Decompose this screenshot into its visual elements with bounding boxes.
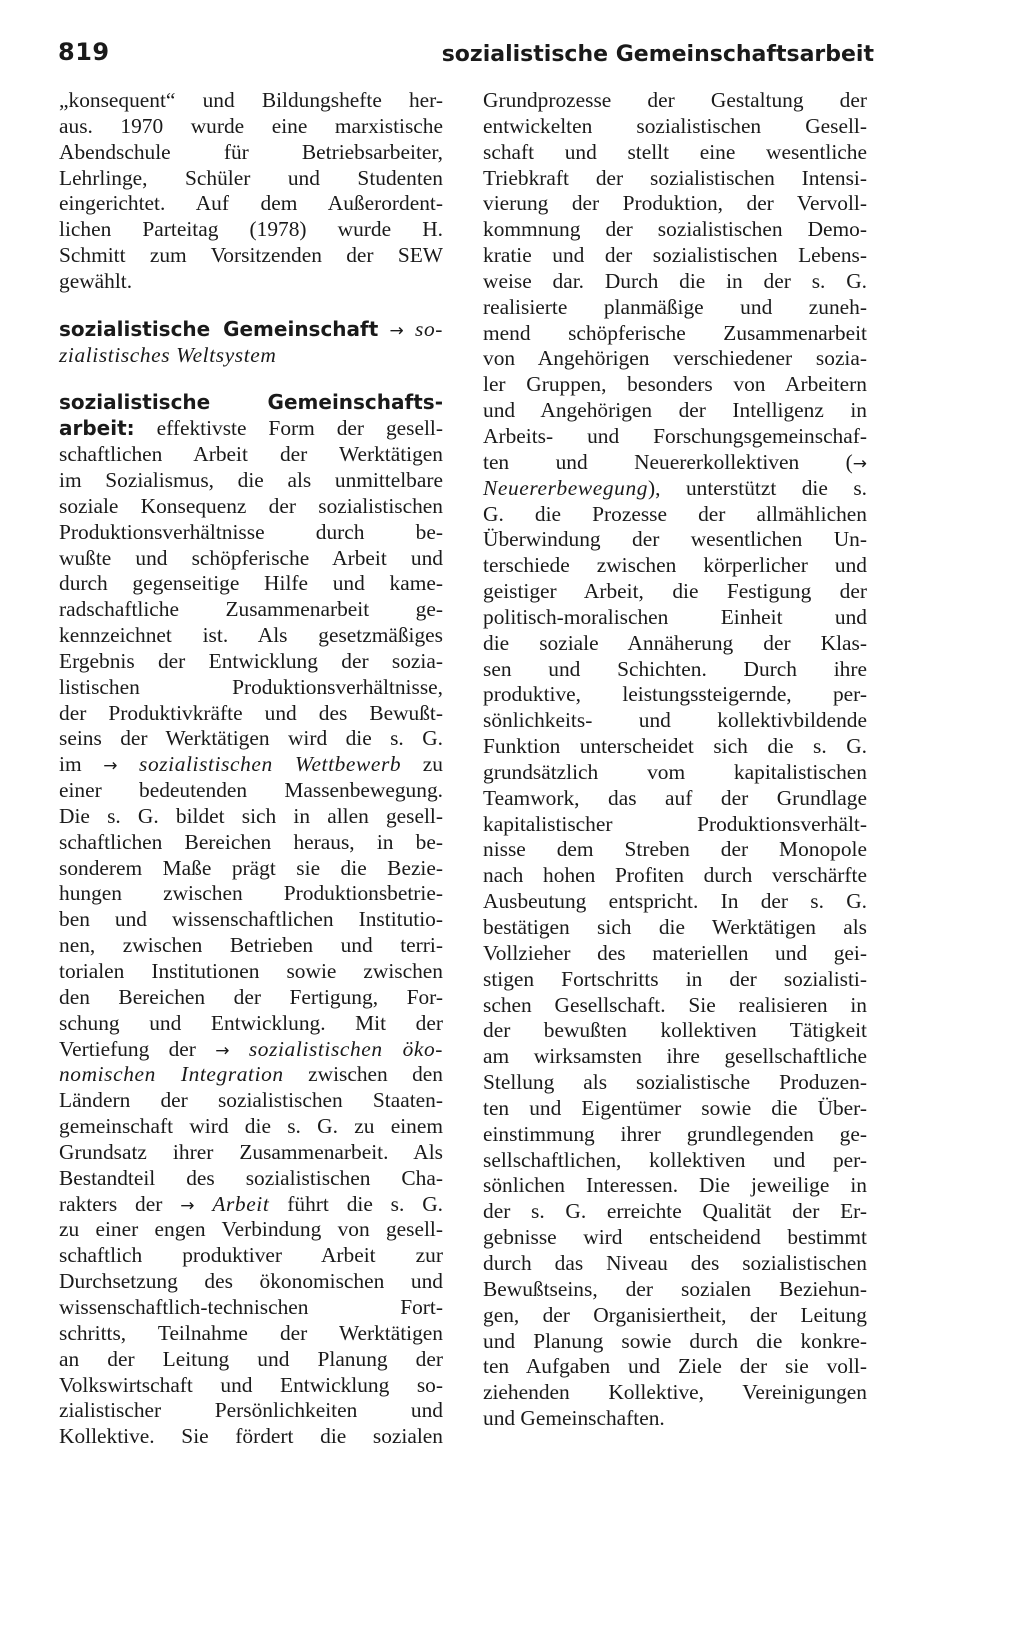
entry-line [59,317,443,343]
text-line: Grundprozesse der Gestaltung der [483,88,867,112]
arrow-icon: → [180,1195,195,1216]
text-line: lichen Parteitag (1978) wurde H. [59,217,443,242]
text-line: ler Gruppen, besonders von Arbeitern [483,372,867,397]
text-line: Teamwork, das auf der Grundlage [483,785,867,810]
continuation-text [59,88,443,295]
text-line: Stellung als sozialistische Produzen- [483,1070,867,1095]
text-fragment: Vertiefung der [59,1036,196,1061]
text-line: wissenschaftlich-technischen Fort- [59,1294,443,1319]
text-line: schung und Entwicklung. Mit der [59,1010,443,1035]
arrow-icon: → [103,756,118,777]
text-line: und Gemeinschaften. [483,1406,665,1431]
arrow-icon: → [215,1040,230,1061]
text-line: Bestandteil des sozialistischen Cha- [59,1165,443,1190]
text-line: wußte und schöpferische Arbeit und [59,545,443,570]
text-line: sellschaftlichen, kollektiven und per- [483,1147,867,1172]
text-fragment: zu [422,752,443,777]
text-line: sönlichkeits- und kollektivbildende [483,708,867,733]
text-line: ten Aufgaben und Ziele der sie voll- [483,1354,867,1379]
text-line: kapitalistischer Produktionsverhält- [483,811,867,836]
text-line: soziale Konsequenz der sozialistischen [59,493,443,518]
text-line: terschiede zwischen körperlicher und [483,553,867,578]
text-line: gebnisse wird entscheidend bestimmt [483,1225,867,1250]
cross-reference[interactable]: sozialistischen Wettbewerb [139,752,402,777]
text-line: weise dar. Durch die in der s. G. [483,268,867,293]
text-line: vierung der Produktion, der Vervoll- [483,191,867,216]
text-line: kennzeichnet ist. Als gesetzmäßiges [59,623,443,648]
entry-line [59,1037,443,1063]
cross-reference[interactable]: so- [415,316,443,341]
text-line: und Planung sowie durch die konkre- [483,1328,867,1353]
text-line: entwickelten sozialistischen Gesell- [483,113,867,138]
text-line: gen, der Organisiertheit, der Leitung [483,1302,867,1327]
text-line: sen und Schichten. Durch ihre [483,656,867,681]
entry-line [59,390,443,416]
text-line: Ausbeutung entspricht. In der s. G. [483,889,867,914]
text-line: gewählt. [59,268,133,293]
text-line: ten und Eigentümer sowie die Über- [483,1095,867,1120]
text-line: Durchsetzung des ökonomischen und [59,1269,443,1294]
cross-reference[interactable]: nomischen Integration [59,1062,284,1087]
text-line: und Angehörigen der Intelligenz in [483,398,867,423]
text-line: kratie und der sozialistischen Lebens- [483,243,867,268]
text-line: stigen Fortschritts in der sozialisti- [483,966,867,991]
text-fragment: rakters der [59,1191,163,1216]
text-line: Vollzieher des materiellen und gei- [483,940,867,965]
arrow-icon: → [389,320,404,341]
text-fragment: ), unterstützt die s. [648,475,867,500]
entry-gemeinschaftsarbeit [59,390,443,1450]
text-line: an der Leitung und Planung der [59,1346,443,1371]
text-line: Schmitt zum Vorsitzenden der SEW [59,243,443,268]
running-title: sozialistische Gemeinschaftsarbeit [441,42,874,67]
text-line: durch gegenseitige Hilfe und kame- [59,571,443,596]
text-line: seins der Werktätigen wird die s. G. [59,726,443,751]
entry-line [59,343,443,369]
text-line: listischen Produktionsverhältnisse, [59,674,443,699]
text-line: aus. 1970 wurde eine marxistische [59,113,443,138]
text-line: im Sozialismus, die als unmittelbare [59,467,443,492]
text-line: Volkswirtschaft und Entwicklung so- [59,1372,443,1397]
text-line: Kollektive. Sie fördert die sozialen [59,1424,443,1449]
text-line: Triebkraft der sozialistischen Intensi- [483,165,867,190]
text-line: radschaftliche Zusammenarbeit ge- [59,597,443,622]
text-fragment: ten und Neuererkollektiven ( [483,449,853,474]
text-line: grundsätzlich vom kapitalistischen [483,759,867,784]
text-line: Produktionsverhältnisse durch be- [59,519,443,544]
text-line: Bewußtseins, der sozialen Beziehun- [483,1276,867,1301]
text-line: mend schöpferische Zusammenarbeit [483,320,867,345]
text-line: ziehenden Kollektive, Vereinigungen [483,1380,867,1405]
text-line: eingerichtet. Auf dem Außerordent- [59,191,443,216]
entry-gemeinschaft [59,317,443,369]
text-line: am wirksamsten ihre gesellschaftliche [483,1044,867,1069]
headword: arbeit: [59,416,135,441]
text-line: der bewußten kollektiven Tätigkeit [483,1018,867,1043]
text-line: zu einer engen Verbindung von gesell- [59,1217,443,1242]
text-line: nisse dem Streben der Monopole [483,837,867,862]
cross-reference[interactable]: zialistisches Weltsystem [59,342,277,367]
text-line: torialen Institutionen sowie zwischen [59,959,443,983]
text-line: zialistischer Persönlichkeiten und [59,1398,443,1423]
text-line: ben und wissenschaftlichen Institutio- [59,907,443,932]
text-line: durch das Niveau des sozialistischen [483,1250,867,1275]
text-line: geistiger Arbeit, die Festigung der [483,579,867,604]
definition-text: effektivste Form der gesell- [156,416,443,441]
text-line: bestätigen sich die Werktätigen als [483,915,867,939]
text-line: einstimmung ihrer grundlegenden ge- [483,1121,867,1146]
text-line: einer bedeutenden Massenbewegung. [59,778,443,803]
text-line: der Produktivkräfte und des Bewußt- [59,700,443,725]
text-line: von Angehörigen verschiedener sozia- [483,346,867,371]
text-line: schritts, Teilnahme der Werktätigen [59,1320,443,1345]
text-line: der s. G. erreichte Qualität der Er- [483,1199,867,1224]
text-line: produktive, leistungssteigernde, per- [483,682,867,707]
text-line: schaft und stellt eine wesentliche [483,139,867,164]
headword: sozialistische Gemeinschafts- [59,390,443,415]
right-column [483,88,867,1432]
text-line: schen Gesellschaft. Sie realisieren in [483,992,867,1017]
text-line: Ländern der sozialistischen Staaten- [59,1088,443,1113]
text-line: Grundsatz ihrer Zusammenarbeit. Als [59,1139,443,1164]
cross-reference[interactable]: Arbeit [212,1191,270,1216]
page-number: 819 [58,38,110,66]
text-line: Ergebnis der Entwicklung der sozia- [59,648,443,673]
entry-line [59,752,443,778]
left-column [59,88,443,1450]
text-line: Funktion unterscheidet sich die s. G. [483,734,867,759]
entry-line [483,450,867,476]
text-fragment: führt die s. G. [287,1191,443,1216]
text-fragment: im [59,752,82,777]
entry-line [59,1062,443,1088]
text-fragment: zwischen den [308,1062,443,1087]
text-line: sönlichen Interessen. Die jeweilige in [483,1173,867,1198]
entry-line [59,416,443,442]
text-line: Lehrlinge, Schüler und Studenten [59,165,443,190]
entry-line [483,476,867,502]
text-line: nen, zwischen Betrieben und terri- [59,933,443,958]
text-line: hungen zwischen Produktionsbetrie- [59,881,443,906]
text-line: Überwindung der wesentlichen Un- [483,527,867,552]
text-line: politisch-moralischen Einheit und [483,604,867,629]
text-line: Die s. G. bildet sich in allen gesell- [59,803,443,828]
text-line: Arbeits- und Forschungsgemeinschaf- [483,423,867,448]
entry-line [59,1192,443,1218]
text-line: kommnung der sozialistischen Demo- [483,217,867,242]
text-line: nach hohen Profiten durch verschärfte [483,863,867,888]
text-line: gemeinschaft wird die s. G. zu einem [59,1114,443,1139]
text-line: „konsequent“ und Bildungshefte her- [59,88,443,112]
text-line: schaftlich produktiver Arbeit zur [59,1243,443,1268]
text-line: realisierte planmäßige und zuneh- [483,294,867,319]
text-line: den Bereichen der Fertigung, For- [59,984,443,1009]
headword: sozialistische Gemeinschaft [59,316,379,341]
arrow-icon: → [852,453,867,474]
text-line: sonderem Maße prägt sie die Bezie- [59,855,443,880]
text-line: schaftlichen Bereichen heraus, in be- [59,829,443,854]
text-line: Abendschule für Betriebsarbeiter, [59,139,443,164]
cross-reference[interactable]: sozialistischen öko- [248,1036,443,1061]
cross-reference[interactable]: Neuererbewegung [483,475,649,500]
text-line: G. die Prozesse der allmählichen [483,501,867,526]
text-line: schaftlichen Arbeit der Werktätigen [59,442,443,467]
text-line: die soziale Annäherung der Klas- [483,630,867,655]
